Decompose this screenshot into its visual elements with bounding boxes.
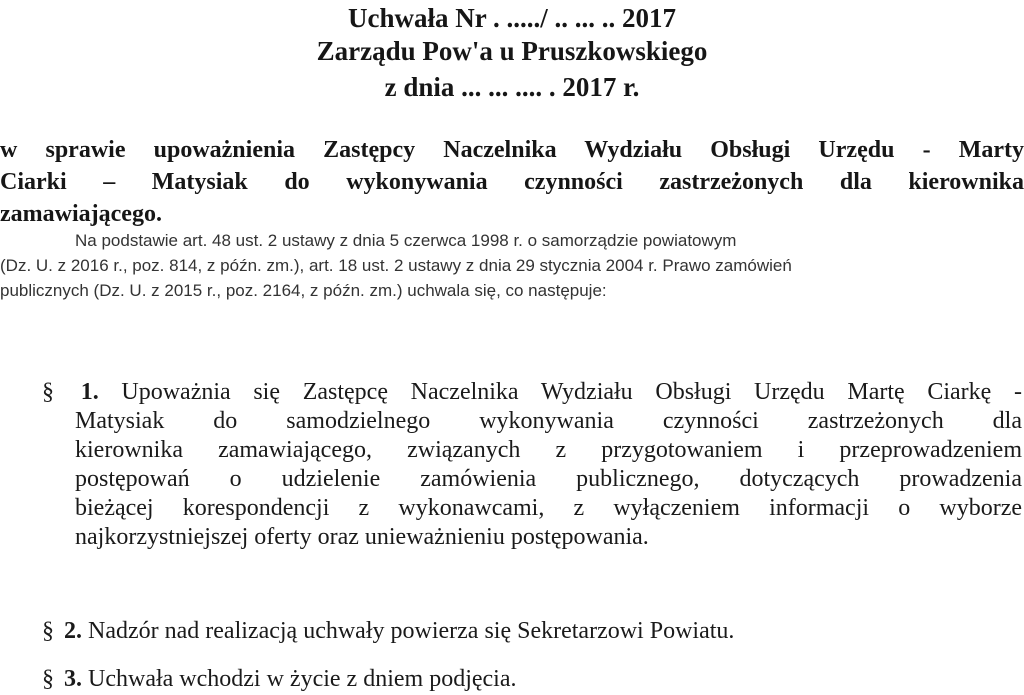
section-sign: § xyxy=(42,379,54,405)
subject-line: w sprawie upoważnienia Zastępcy Naczelnika Wydziału Obsługi Urzędu - Marty xyxy=(0,137,1024,163)
section-sign: § xyxy=(42,666,54,692)
subject-line: Ciarki – Matysiak do wykonywania czynności zastrzeżonych dla kierownika xyxy=(0,169,1024,195)
legal-basis xyxy=(0,228,1024,303)
paragraph-line: postępowań o udzielenie zamówienia publicznego, dotyczących prowadzenia xyxy=(75,466,1022,492)
legal-basis-line: (Dz. U. z 2016 r., poz. 814, z późn. zm.), art. 18 ust. 2 ustawy z dnia 29 stycznia 2004 r. Prawo zamówień xyxy=(0,256,792,275)
resolution-subject xyxy=(0,134,1024,230)
resolution-date: z dnia ... ... .... . 2017 r. xyxy=(384,72,640,102)
paragraph-number: 3. xyxy=(64,666,82,692)
subject-line: zamawiającego. xyxy=(0,201,162,227)
paragraph-line xyxy=(42,378,1022,407)
legal-basis-line: Na podstawie art. 48 ust. 2 ustawy z dnia 5 czerwca 1998 r. o samorządzie powiatowym xyxy=(75,231,737,250)
paragraph-number: 2. xyxy=(64,618,82,644)
section-sign: § xyxy=(42,618,54,644)
paragraph-text: Uchwała wchodzi w życie z dniem podjęcia. xyxy=(88,666,517,692)
paragraph-1 xyxy=(42,378,1022,552)
resolution-number: Uchwała Nr . ...../ .. ... .. 2017 xyxy=(348,3,676,33)
paragraph-3 xyxy=(42,665,516,694)
paragraph-text: Nadzór nad realizacją uchwały powierza się Sekretarzowi Powiatu. xyxy=(88,618,735,644)
issuing-authority: Zarządu Pow'a u Pruszkowskiego xyxy=(316,36,708,66)
paragraph-line: najkorzystniejszej oferty oraz unieważnieniu postępowania. xyxy=(75,524,649,550)
paragraph-number: 1. xyxy=(80,379,99,405)
legal-basis-line: publicznych (Dz. U. z 2015 r., poz. 2164, z późn. zm.) uchwala się, co następuje: xyxy=(0,281,607,300)
paragraph-line: Matysiak do samodzielnego wykonywania czynności zastrzeżonych dla xyxy=(75,408,1022,434)
paragraph-line: kierownika zamawiającego, związanych z przygotowaniem i przeprowadzeniem xyxy=(75,437,1022,463)
paragraph-2 xyxy=(42,617,734,646)
paragraph-line: bieżącej korespondencji z wykonawcami, z wyłączeniem informacji o wyborze xyxy=(75,495,1022,521)
paragraph-text: Upoważnia się Zastępcę Naczelnika Wydziału Obsługi Urzędu Martę Ciarkę - xyxy=(121,379,1023,405)
